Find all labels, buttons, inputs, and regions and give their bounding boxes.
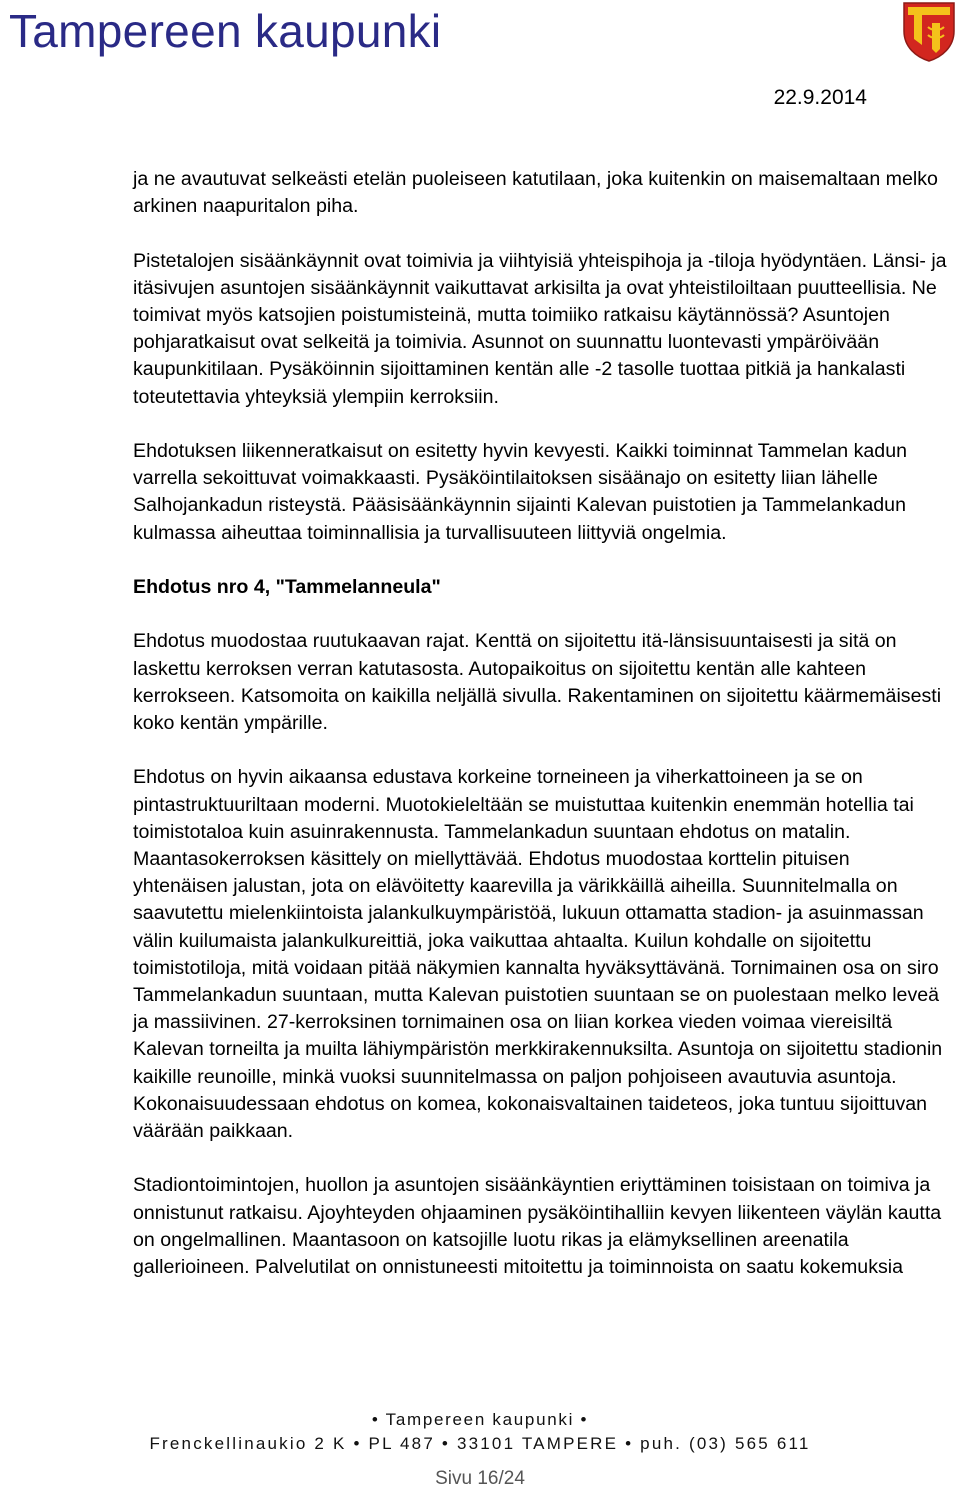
paragraph: ja ne avautuvat selkeästi etelän puoleiseen katutilaan, joka kuitenkin on maisemaltaan melko arkinen naapuritalon piha. <box>133 168 938 218</box>
paragraph: Pistetalojen sisäänkäynnit ovat toimivia ja viihtyisiä yhteispihoja ja -tiloja hyödyntäen. Länsi- ja itäsivujen asuntojen sisäänkäynnit vaikuttavat arkisilta ja ovat yhteistiloiltaan puutteellisia. Ne toimivat myös katsojien poistumisteinä, mutta toimiiko ratkaisu käytännössä? Asuntojen pohjaratkaisut ovat selkeitä ja toimivia. Asunnot on suunnattu luontevasti ympäröivään kaupunkitilaan. Pysäköinnin sijoittaminen kentän alle -2 tasolle tuottaa pitkiä ja hankalasti toteutettavia yhteyksiä ylempiin kerroksiin. <box>133 249 947 408</box>
paragraph: Stadiontoimintojen, huollon ja asuntojen sisäänkäyntien eriyttäminen toisistaan on toimiva ja onnistunut ratkaisu. Ajoyhteyden ohjaaminen pysäköintihalliin kevyen liikenteen väylän kautta on ongelmallinen. Maantasoon on katsojille luotu rikas ja elämyksellinen areenatila gallerioineen. Palvelutilat on onnistuneesti mitoitettu ja toiminnoista on saatu kokemuksia <box>133 1174 942 1279</box>
coat-of-arms-icon <box>902 1 956 63</box>
section-heading: Ehdotus nro 4, "Tammelanneula" <box>133 576 441 598</box>
page-number: Sivu 16/24 <box>435 1468 525 1489</box>
page-header-title: Tampereen kaupunki <box>9 5 442 57</box>
paragraph: Ehdotus on hyvin aikaansa edustava korkeine torneineen ja viherkattoineen ja se on pintastruktuuriltaan moderni. Muotokieleltään se muistuttaa kuitenkin enemmän hotellia tai toimistotaloa kuin asuinrakennusta. Tammelankadun suuntaan ehdotus on matalin. Maantasokerroksen käsittely on miellyttävää. Ehdotus muodostaa korttelin pituisen yhtenäisen jalustan, jota on elävöitetty kaarevilla ja värikkäillä aiheilla. Suunnitelmalla on saavutettu mielenkiintoista jalankulkuympäristöä, lukuun ottamatta stadion- ja asuinmassan välin kuilumaista jalankulkureittiä, joka vaikuttaa ahtaalta. Kuilun kohdalle on sijoitettu toimistotiloja, mitä voidaan pitää näkymien kannalta hyväksyttävänä. Tornimainen osa on siro Tammelankadun suuntaan, mutta Kalevan puistotien suuntaan se on puolestaan melko leveä ja massiivinen. 27-kerroksinen tornimainen osa on liian korkea vieden voimaa viereisiltä Kalevan torneilta ja muilta lähiympäristön merkkirakennuksilta. Asuntoja on sijoitettu stadionin kaikille reunoille, minkä vuoksi suunnitelmassa on paljon pohjoiseen avautuvia asuntoja. Kokonaisuudessaan ehdotus on komea, kokonaisvaltainen taideteos, joka tuntuu sijoittuvan väärään paikkaan. <box>133 766 943 1143</box>
paragraph: Ehdotuksen liikenneratkaisut on esitetty hyvin kevyesti. Kaikki toiminnat Tammelan kadun varrella sekoittuvat voimakkaasti. Pysäköintilaitoksen sisäänajo on esitetty liian lähelle Salhojankadun risteystä. Pääsisäänkäynnin sijainti Kalevan puistotien ja Tammelankadun kulmassa aiheuttaa toiminnallisia ja turvallisuuteen liittyviä ongelmia. <box>133 440 907 544</box>
document-date: 22.9.2014 <box>773 86 867 109</box>
footer-address: Frenckellinaukio 2 K • PL 487 • 33101 TAMPERE • puh. (03) 565 611 <box>149 1434 811 1453</box>
footer-organization: • Tampereen kaupunki • <box>371 1410 589 1429</box>
document-body <box>133 166 948 1308</box>
paragraph: Ehdotus muodostaa ruutukaavan rajat. Kenttä on sijoitettu itä-länsisuuntaisesti ja sitä on laskettu kerroksen verran katutasosta. Autopaikoitus on sijoitettu kentän alle kahteen kerrokseen. Katsomoita on kaikilla neljällä sivulla. Rakentaminen on sijoitettu käärmemäisesti koko kentän ympärille. <box>133 630 942 734</box>
